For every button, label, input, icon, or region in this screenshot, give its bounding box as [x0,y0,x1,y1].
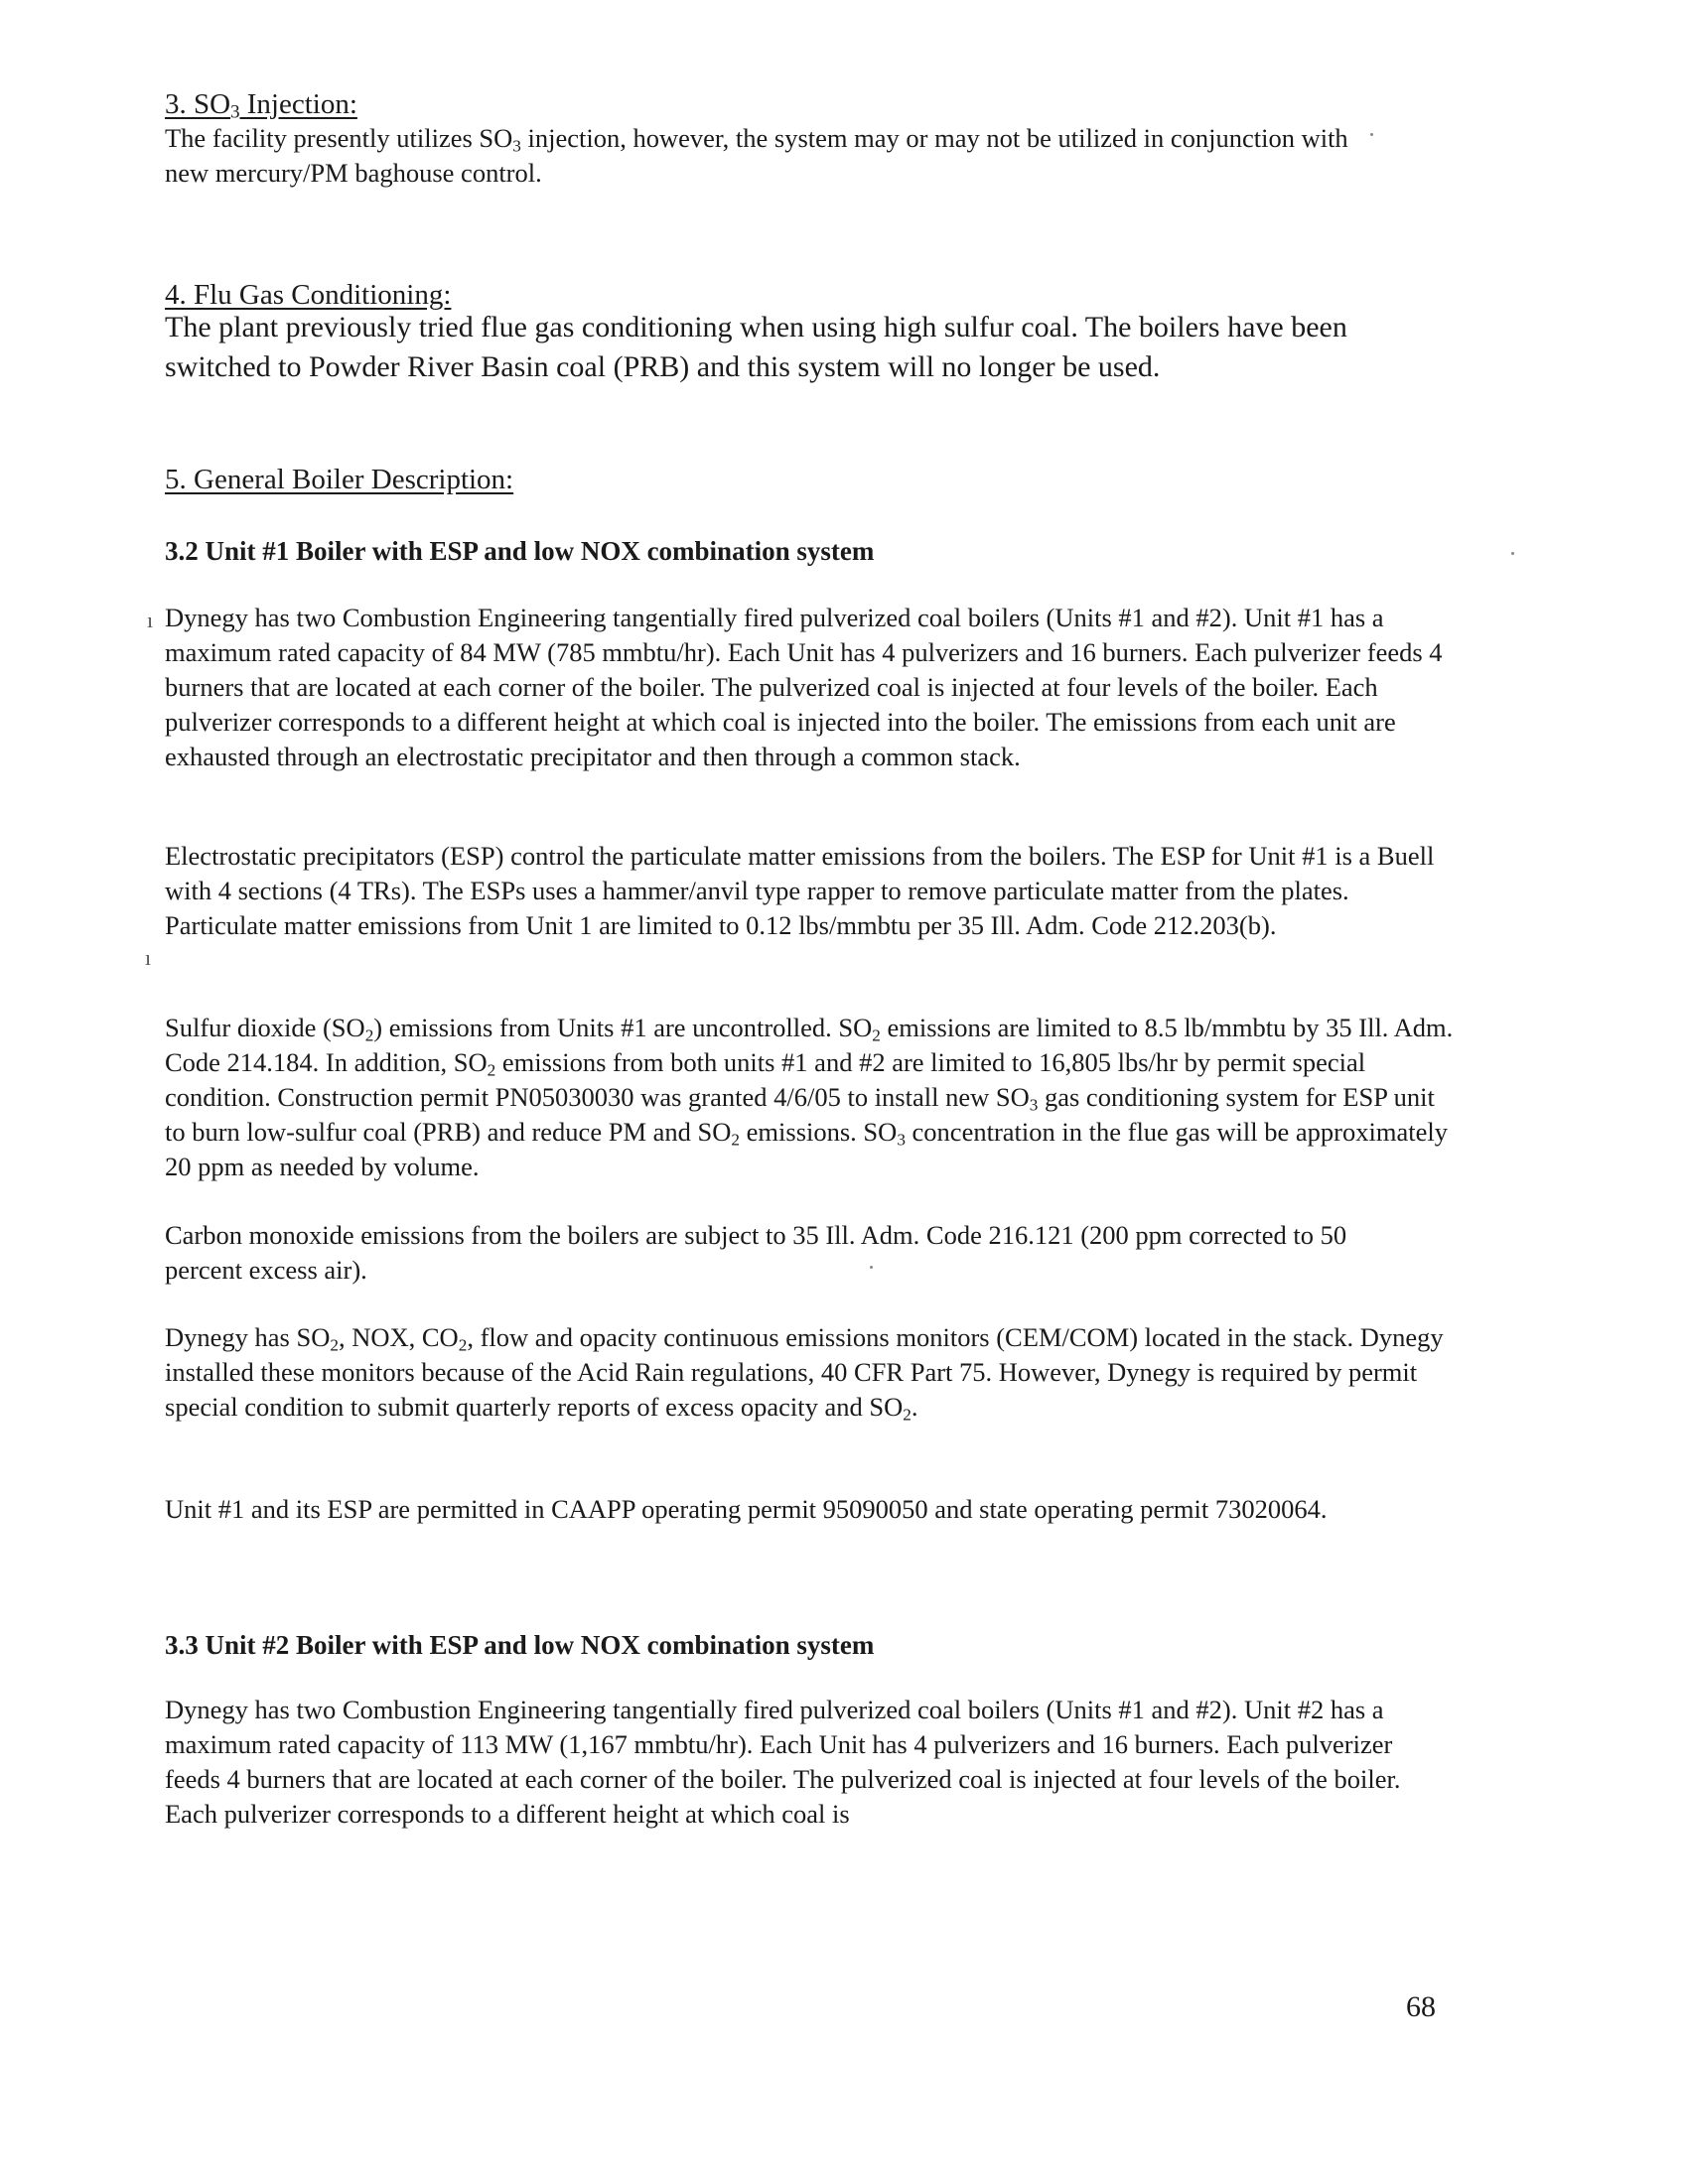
margin-mark: ı [147,608,154,632]
unit1-paragraph-permits: Unit #1 and its ESP are permitted in CAAPP operating permit 95090050 and state operating permit 73020064. [165,1494,1328,1524]
unit1-paragraph-sulfur: Sulfur dioxide $(SO_2)$ emissions from Units #1 are uncontrolled. $SO_2$ emissions are limited to 8.5 lb/mmbtu by 35 Ill. Adm. Code 214.184. In addition, $SO_2$ emissions from both units #1 and #2 are limited to 16,805 lbs/hr by permit special condition. Construction permit PN05030030 was granted 4/6/05 to install new $SO_3$ gas conditioning system for ESP unit to burn low-sulfur coal (PRB) and reduce PM and $SO_2$ emissions. $SO_3$ concentration in the flue gas will be approximately 20 ppm as needed by volume. [165,1013,1454,1181]
unit1-paragraph-esp: Electrostatic precipitators (ESP) control the particulate matter emissions from the boilers. The ESP for Unit #1 is a Buell with 4 sections (4 TRs). The ESPs uses a hammer/anvil type rapper to remove particulate matter from the plates. Particulate matter emissions from Unit 1 are limited to 0.12 lbs/mmbtu per 35 Ill. Adm. Code 212.203(b). [165,841,1435,940]
unit1-paragraph-monitors: Dynegy has $SO_2$, NOX, $CO_2$, flow and opacity continuous emissions monitors (CEM/COM) located in the stack. Dynegy installed these monitors because of the Acid Rain regulations, 40 CFR Part 75. However, Dynegy is required by permit special condition to submit quarterly reports of excess opacity and $SO_2$. [165,1322,1444,1425]
unit2-section-title: 3.3 Unit #2 Boiler with ESP and low NOX combination system [165,1630,875,1660]
scan-speck [870,1266,873,1269]
unit1-paragraph-overview: Dynegy has two Combustion Engineering tangentially fired pulverized coal boilers (Units #1 and #2). Unit #1 has a maximum rated capacity of 84 MW (785 mmbtu/hr). Each Unit has 4 pulverizers and 16 burners. Each pulverizer feeds 4 burners that are located at each corner of the boiler. The pulverized coal is injected at four levels of the boiler. Each pulverizer corresponds to a different height at which coal is injected into the boiler. The emissions from each unit are exhausted through an electrostatic precipitator and then through a common stack. [165,603,1443,771]
unit1-section-title: 3.2 Unit #1 Boiler with ESP and low NOX combination system [165,536,875,566]
general-boiler-heading: 5. General Boiler Description: [165,464,514,495]
flu-gas-text: The plant previously tried flue gas conditioning when using high sulfur coal. The boilers have been switched to Powder River Basin coal (PRB) and this system will no longer be used. [165,311,1347,383]
so3-injection-text: The facility presently utilizes $SO_3$ injection, however, the system may or may not be utilized in conjunction with new mercury/PM baghouse control. [165,123,1348,188]
flu-gas-heading: 4. Flu Gas Conditioning: [165,279,452,311]
scan-speck [1370,133,1373,136]
scan-speck [1511,552,1514,555]
so3-injection-heading: 3. $SO_3$ Injection: [165,88,357,123]
page-number: 68 [1406,1990,1436,2023]
unit1-paragraph-co: Carbon monoxide emissions from the boilers are subject to 35 Ill. Adm. Code 216.121 (200 ppm corrected to 50 percent excess air). [165,1220,1347,1285]
unit2-paragraph-overview: Dynegy has two Combustion Engineering tangentially fired pulverized coal boilers (Units #1 and #2). Unit #2 has a maximum rated capacity of 113 MW (1,167 mmbtu/hr). Each Unit has 4 pulverizers and 16 burners. Each pulverizer feeds 4 burners that are located at each corner of the boiler. The pulverized coal is injected at four levels of the boiler. Each pulverizer corresponds to a different height at which coal is [165,1695,1401,1829]
margin-mark: ı [145,945,152,970]
